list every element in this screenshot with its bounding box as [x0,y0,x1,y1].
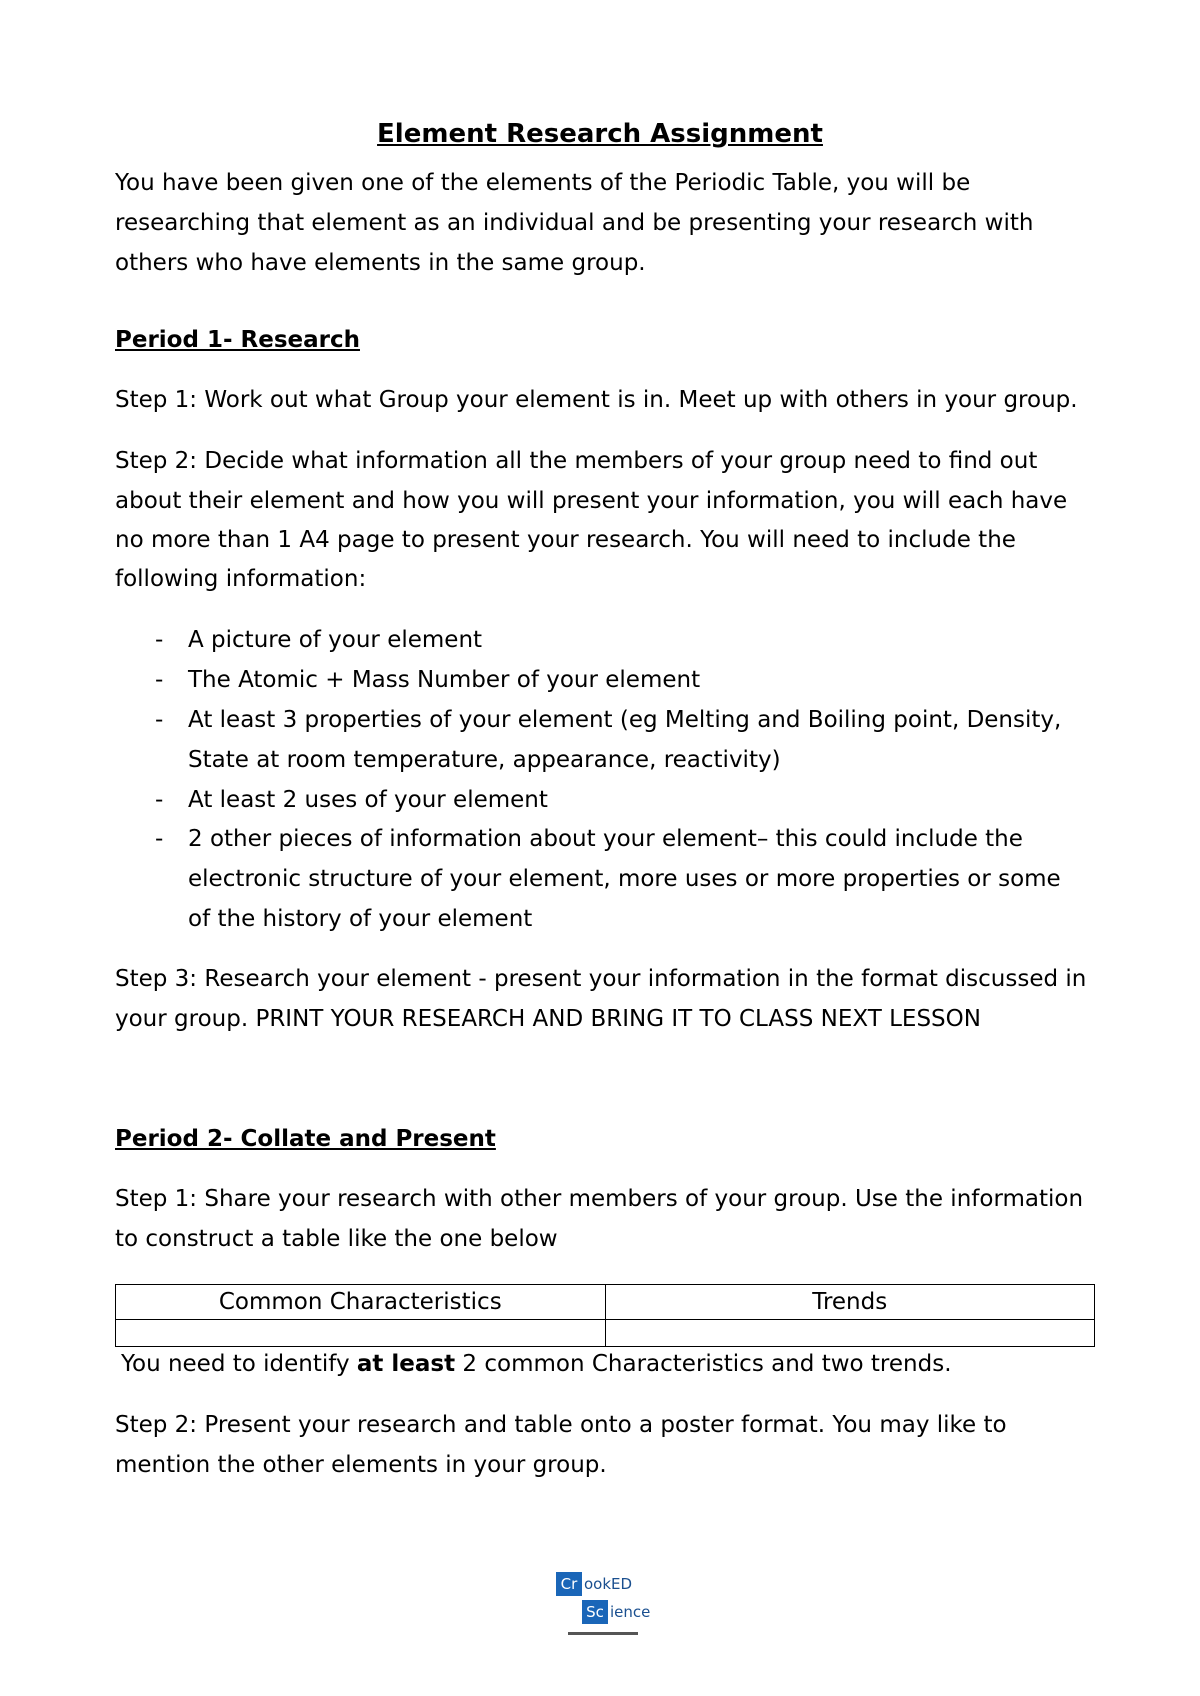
table-header-trends: Trends [605,1285,1095,1320]
logo-tagline [568,1632,638,1635]
list-bullet: - [155,707,164,733]
logo-box-cr: Cr [556,1572,582,1596]
period1-step2-line-1: Step 2: Decide what information all the members of your group need to find out [115,448,1038,474]
identify-note [121,1344,952,1384]
period1-step2-line-2: about their element and how you will present your information, you will each have [115,488,1068,514]
list-item-continuation: State at room temperature, appearance, reactivity) [188,747,781,773]
list-item: At least 2 uses of your element [188,787,548,813]
crooked-science-logo [556,1570,656,1642]
list-bullet: - [155,787,164,813]
list-item: At least 3 properties of your element (eg Melting and Boiling point, Density, [188,707,1062,733]
period2-step1-line-1: Step 1: Share your research with other members of your group. Use the information [115,1186,1084,1212]
period2-step2-line-1: Step 2: Present your research and table onto a poster format. You may like to [115,1412,1007,1438]
list-bullet: - [155,667,164,693]
list-bullet: - [155,826,164,852]
identify-note-before: You need to identify [121,1351,357,1377]
period1-step3-line-1: Step 3: Research your element - present your information in the format discussed in [115,966,1087,992]
period1-step2-line-3: no more than 1 A4 page to present your research. You will need to include the [115,527,1016,553]
period1-heading: Period 1- Research [115,327,360,353]
period2-heading: Period 2- Collate and Present [115,1126,496,1152]
intro-line-1: You have been given one of the elements of the Periodic Table, you will be [115,170,971,196]
period2-step2-line-2: mention the other elements in your group. [115,1452,607,1478]
list-bullet: - [155,627,164,653]
list-item: The Atomic + Mass Number of your element [188,667,701,693]
period2-step1-line-2: to construct a table like the one below [115,1226,558,1252]
table-row [116,1320,1095,1347]
list-item-continuation: electronic structure of your element, more uses or more properties or some [188,866,1061,892]
table-header-row [116,1285,1095,1320]
logo-text-2: ience [610,1603,651,1621]
list-item: A picture of your element [188,627,483,653]
intro-line-3: others who have elements in the same group. [115,250,646,276]
table-cell [605,1320,1095,1347]
identify-note-after: 2 common Characteristics and two trends. [455,1351,952,1377]
table-cell [116,1320,606,1347]
intro-line-2: researching that element as an individual and be presenting your research with [115,210,1034,236]
list-item-continuation: of the history of your element [188,906,533,932]
period1-step2-line-4: following information: [115,566,367,592]
logo-text-1: ookED [584,1575,633,1593]
period1-step3-line-2: your group. PRINT YOUR RESEARCH AND BRING IT TO CLASS NEXT LESSON [115,1006,981,1032]
list-item: 2 other pieces of information about your element– this could include the [188,826,1023,852]
logo-box-sc: Sc [582,1600,608,1624]
period1-step1: Step 1: Work out what Group your element is in. Meet up with others in your group. [115,387,1078,413]
page-title: Element Research Assignment [377,119,823,149]
characteristics-table [115,1284,1095,1347]
table-header-common: Common Characteristics [116,1285,606,1320]
identify-note-bold: at least [356,1351,456,1377]
